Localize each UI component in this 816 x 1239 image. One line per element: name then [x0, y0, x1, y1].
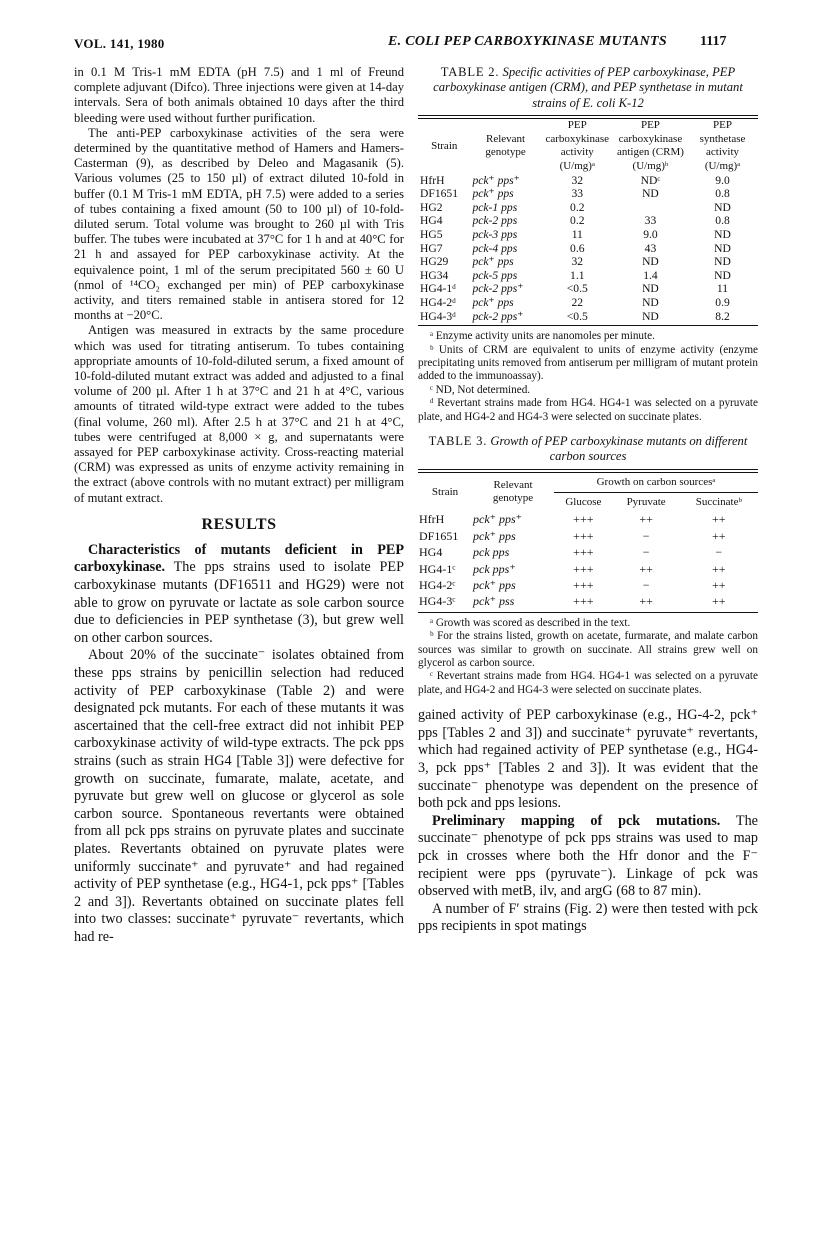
table-row: [418, 228, 758, 242]
table-row: [418, 561, 758, 577]
paragraph-anti-pep-activity: The anti-PEP carboxykinase activities of the sera were determined by the quantitative method of Hamers and Hamers-Casterman (9), as described by Deleo and Magasanik (5). Various volumes (25 to 150 µl) of extract diluted 10-fold in buffer (0.1 M Tris-1 mM EDTA, pH 7.5) were added to a series of tubes containing a fixed amount (50 to 100 µl) of 10-fold-diluted serum. Total volume was brought to 260 µl with Tris buffer. The tubes were incubated at 37°C for 1 h and at 40°C for 21 h and assayed for PEP carboxykinase activity. At the equivalence point, 1 ml of the serum precipitated 560 ± 60 U (nmol of ¹⁴CO₂ exchanged per min) of PEP carboxykinase activity, and titers remained stable in antisera stored for 12 months at −20°C.: [74, 125, 404, 323]
table-cell: pck⁺ pps: [473, 578, 516, 592]
table-row: [418, 528, 758, 544]
table-cell: HfrH: [419, 512, 445, 527]
table-cell: ++: [712, 561, 726, 576]
table-cell: pck⁺ pss: [473, 594, 515, 609]
paragraph-succinate-isolates: About 20% of the succinate⁻ isolates obtained from these pps strains by penicillin selection had reduced activity of PEP carboxykinase (Table 2) and were designated pck mutants. For each of these mutants it was ascertained that the cell-free extract did not inhibit PEP carboxykinase activity of wild-type extracts. The pck pps strains (such as strain HG4 [Table 3]) were defective for growth on succinate, fumarate, malate, acetate, and pyruvate but grew well on glucose or glycerol as sole carbon source. Spontaneous revertants were obtained from all pck pps strains on pyruvate plates and succinate plates. Revertants obtained on pyruvate plates were uniformly succinate⁺ and pyruvate⁺ and had regained activity of PEP synthetase (e.g., HG4-1, pck pps⁺ [Tables 2 and 3]). Revertants obtained on succinate plates fell into two classes: succinate⁺ pyruvate⁻ revertants, which had re-: [74, 647, 404, 945]
table2-header: PEP synthetase activity (U/mg)ᵃ: [699, 119, 746, 172]
table2-body: [418, 174, 758, 324]
running-title: E. COLI PEP CARBOXYKINASE MUTANTS: [388, 34, 667, 49]
table-cell: 1.1: [570, 268, 585, 282]
table-cell: HG4-2ᶜ: [419, 578, 456, 592]
table-cell: +++: [573, 512, 594, 527]
table-cell: −: [642, 578, 650, 592]
table-cell: pck-2 pps: [472, 214, 518, 228]
table-cell: HG4-3ᶜ: [419, 594, 456, 609]
table2: [418, 119, 758, 323]
table-footnote: ᵇ For the strains listed, growth on acetate, furmarate, and malate carbon sources was similar to growth on succinate. All strains grew well on glycerol as carbon source.: [418, 630, 758, 670]
table-cell: HG5: [420, 227, 443, 241]
table2-header: Strain: [431, 139, 458, 152]
table-footnote: ᵃ Enzyme activity units are nanomoles per minute.: [430, 330, 655, 343]
paragraph-immunization: in 0.1 M Tris-1 mM EDTA (pH 7.5) and 1 ml of Freund complete adjuvant (Difco). Three injections were given at 14-day intervals. Sera of both animals obtained 10 days after the third bleeding were used without further purification.: [74, 65, 404, 125]
table-cell: NDᶜ: [640, 173, 661, 187]
table-cell: 8.2: [715, 309, 730, 323]
table-cell: ++: [712, 528, 726, 543]
table-cell: HG4-3ᵈ: [420, 309, 456, 323]
table-cell: ND: [714, 255, 731, 269]
table-cell: 43: [644, 241, 657, 255]
table-cell: +++: [573, 561, 594, 576]
table-cell: ND: [714, 227, 731, 241]
table-footnote: ᶜ Revertant strains made from HG4. HG4-1 was selected on a pyruvate plate, and HG4-2 and HG4-3 were selected on succinate plates.: [418, 670, 758, 696]
table-cell: −: [642, 545, 650, 560]
journal-volume: VOL. 141, 1980: [74, 36, 165, 51]
right-column: [418, 65, 758, 936]
table-cell: pck-2 pps⁺: [472, 309, 524, 323]
table-row: [418, 187, 758, 201]
table-cell: ND: [642, 187, 659, 201]
table-footnote: ᶜ ND, Not determined.: [430, 383, 531, 396]
table3-body: [418, 511, 758, 609]
table2-caption: [418, 65, 758, 111]
table-cell: HG4: [419, 545, 443, 560]
table2-footnotes: [418, 330, 758, 424]
table-cell: pck pps: [473, 545, 510, 560]
paragraph-revertants-continued: gained activity of PEP carboxykinase (e.g., HG-4-2, pck⁺ pps [Tables 2 and 3]) and succinate⁺ pyruvate⁺ revertants, which had regained activity of PEP synthetase (e.g., HG4-3, pck pps⁺ [Tables 2 and 3]). It was evident that the succinate⁻ phenotype was dependent on the presence of both pck and pps lesions.: [418, 707, 758, 812]
table-cell: 0.6: [570, 241, 585, 255]
table-cell: ++: [712, 578, 726, 592]
table-cell: 0.8: [715, 214, 730, 228]
table-row: [418, 282, 758, 296]
table3-header: Succinateᵇ: [695, 495, 742, 508]
table-cell: ND: [714, 200, 731, 214]
table-cell: pck-2 pps⁺: [472, 282, 524, 296]
table-row: [418, 310, 758, 324]
table-cell: ND: [714, 241, 731, 255]
table2-label: TABLE 2.: [440, 65, 500, 79]
table-row: [418, 511, 758, 527]
table-cell: <0.5: [566, 309, 588, 323]
table-cell: 11: [716, 282, 729, 296]
results-heading: RESULTS: [201, 515, 277, 533]
table3-label: TABLE 3.: [428, 433, 488, 448]
table-cell: 11: [571, 227, 583, 241]
paragraph-text: The pps strains used to isolate PEP carboxykinase mutants (DF16511 and HG29) were not able to grow on pyruvate or lactate as sole carbon source due to deficiencies in PEP synthetase (3), but grew well on other carbon sources.: [74, 559, 404, 646]
table-row: [418, 242, 758, 256]
table-cell: pck-4 pps: [472, 241, 518, 255]
table-cell: ND: [642, 309, 659, 323]
table-row: [418, 255, 758, 269]
table-cell: HG34: [420, 268, 449, 282]
table-cell: pck⁺ pps⁺: [472, 173, 520, 187]
table-cell: HG4: [420, 214, 443, 228]
table-cell: DF1651: [419, 528, 459, 543]
table-cell: HG4-1ᵈ: [420, 282, 456, 296]
table-cell: 32: [571, 173, 584, 187]
table-cell: pck⁺ pps: [472, 255, 514, 269]
table-row: [418, 174, 758, 188]
table-cell: −: [642, 528, 650, 543]
subsection-heading: Preliminary mapping of pck mutations.: [432, 812, 721, 829]
paragraph-mutant-characteristics: [74, 542, 404, 648]
table-cell: HfrH: [420, 173, 445, 187]
table-cell: −: [715, 545, 723, 560]
table-cell: +++: [573, 528, 594, 543]
table-cell: 33: [644, 214, 657, 228]
table2-title: Specific activities of PEP carboxykinase, PEP carboxykinase antigen (CRM), and PEP synthetase in mutant strains of E. coli K-12: [433, 65, 743, 110]
paragraph-mapping: [418, 813, 758, 901]
table-cell: pck⁺ pps⁺: [473, 512, 522, 527]
table-row: [418, 593, 758, 609]
paragraph-text: The succinate⁻ phenotype of pck pps strains was used to map pck in crosses where both the Hfr donor and the F⁻ recipient were pps (pyruvate⁻). Linkage of pck was observed with metB, ilv, and argG (68 to 87 min).: [418, 812, 758, 900]
table3-header: Strain: [431, 485, 459, 498]
subsection-heading: Characteristics of mutants deficient in PEP carboxykinase.: [74, 541, 404, 576]
table3-footnotes: [418, 617, 758, 697]
table-cell: <0.5: [566, 282, 588, 296]
table-cell: ++: [712, 512, 726, 527]
table-cell: +++: [573, 545, 594, 560]
table-cell: 22: [571, 295, 584, 309]
table3-header: Relevant genotype: [492, 479, 534, 505]
page-number: 1117: [700, 34, 727, 49]
table-cell: ND: [642, 295, 659, 309]
left-column: [74, 65, 404, 947]
table-cell: +++: [573, 578, 594, 592]
table-cell: HG2: [420, 200, 443, 214]
table-cell: ND: [714, 268, 731, 282]
table-footnote: ᵇ Units of CRM are equivalent to units of enzyme activity (enzyme precipitating units removed from antiserum per milligram of mutant protein added to the immunoassay).: [418, 343, 758, 383]
table-row: [418, 577, 758, 593]
paragraph-f-prime: A number of F′ strains (Fig. 2) were then tested with pck pps recipients in spot matings: [418, 900, 758, 935]
table-cell: 9.0: [715, 173, 730, 187]
table2-header: PEP carboxykinase antigen (CRM) (U/mg)ᵇ: [616, 119, 684, 172]
table-row: [418, 296, 758, 310]
table3-caption: [418, 434, 758, 465]
table-cell: HG4-1ᶜ: [419, 561, 456, 576]
table3-header: Growth on carbon sourcesᵃ: [554, 473, 758, 492]
table-row: [418, 214, 758, 228]
table3-title: Growth of PEP carboxykinase mutants on different carbon sources: [490, 433, 748, 464]
table-row: [418, 269, 758, 283]
table-cell: 1.4: [643, 268, 658, 282]
table-cell: +++: [573, 594, 594, 609]
table-cell: ++: [639, 594, 653, 609]
table3-header: Glucose: [565, 495, 602, 508]
table-cell: 9.0: [643, 227, 658, 241]
table-cell: ND: [642, 255, 659, 269]
paragraph-antigen-measurement: Antigen was measured in extracts by the same procedure which was used for titrating antiserum. To tubes containing appropriate amounts of 10-fold-diluted serum, a fixed amount of 10-fold-diluted mutant extract was added and adjusted to a final volume of 200 µl. After 1 h at 37°C and 21 h at 4°C, various amounts of titrated wild-type extract were added to the tubes (final volume, 260 ml). After 2.5 h at 37°C and 21 h at 4°C, tubes were centrifuged at 8,000 × g, and supernatants were assayed for PEP carboxykinase activity. Cross-reacting material (CRM) was expressed as units of enzyme activity remaining in the extract (above controls with no mutant extract) per milligram of mutant extract.: [74, 323, 404, 505]
table-row: [418, 201, 758, 215]
table-row: [418, 544, 758, 560]
table-cell: 0.2: [570, 200, 585, 214]
table-cell: ++: [712, 594, 726, 609]
table-cell: [614, 201, 687, 215]
table-footnote: ᵃ Growth was scored as described in the text.: [430, 616, 631, 629]
table-cell: ND: [642, 282, 659, 296]
table-cell: pck⁺ pps: [473, 528, 516, 543]
table-cell: DF1651: [420, 187, 459, 201]
table-cell: 0.9: [715, 295, 730, 309]
table-cell: HG4-2ᵈ: [420, 295, 456, 309]
table2-header: Relevant genotype: [485, 132, 526, 159]
table3: [418, 473, 758, 610]
table-cell: HG7: [420, 241, 443, 255]
table3-header: Pyruvate: [626, 495, 666, 508]
table-cell: pck-5 pps: [472, 268, 518, 282]
table-cell: 0.2: [570, 214, 585, 228]
table-cell: ++: [639, 561, 653, 576]
table-cell: ++: [639, 512, 653, 527]
table-cell: 33: [571, 187, 584, 201]
table-cell: pck-3 pps: [472, 227, 518, 241]
table-cell: pck⁺ pps: [472, 295, 514, 309]
table-cell: 0.8: [715, 187, 730, 201]
table-footnote: ᵈ Revertant strains made from HG4. HG4-1 was selected on a pyruvate plate, and HG4-2 and HG4-3 were selected on succinate plates.: [418, 397, 758, 423]
table-cell: pck-1 pps: [472, 200, 518, 214]
table-cell: pck pps⁺: [473, 561, 516, 576]
table-cell: pck⁺ pps: [472, 187, 514, 201]
table-cell: HG29: [420, 255, 449, 269]
table-cell: 32: [571, 255, 584, 269]
table2-header: PEP carboxykinase activity (U/mg)ᵃ: [545, 119, 610, 172]
